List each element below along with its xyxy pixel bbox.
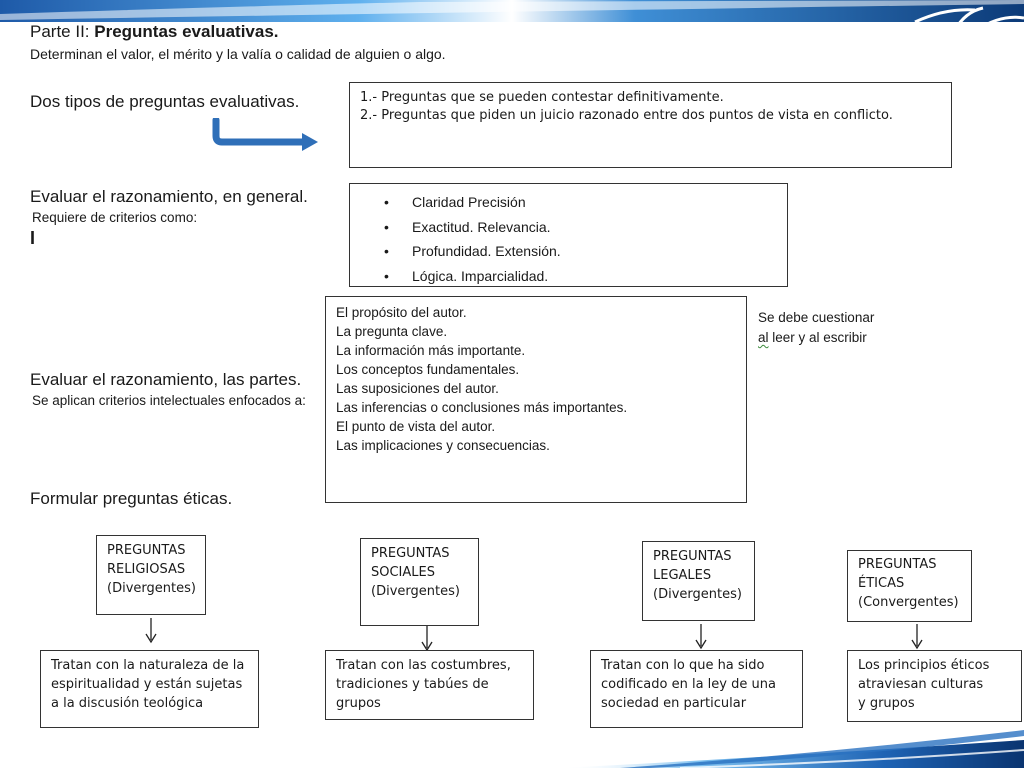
criteria-item: • Exactitud. Relevancia. [350,215,787,240]
down-arrow-icon [145,618,157,644]
type-line: RELIGIOSAS [107,562,186,577]
desc-line: atraviesan culturas [858,677,984,692]
section2-heading: Evaluar el razonamiento, en general. [30,187,308,206]
desc-line: codificado en la ley de una [601,677,776,692]
text-cursor-icon: I [30,228,36,248]
criteria-box [349,183,788,287]
evaluative-types-box [349,82,952,168]
reasoning-part: Las implicaciones y consecuencias. [336,438,550,453]
corner-swoosh-decoration [905,0,1024,40]
type-line: ÉTICAS [858,576,905,591]
section1-heading: Dos tipos de preguntas evaluativas. [30,92,300,111]
desc-line: Tratan con las costumbres, [336,658,511,673]
evaluative-type-2: 2.- Preguntas que piden un juicio razonado entre dos puntos de vista en conflicto. [360,108,893,123]
reasoning-parts-box [325,296,747,503]
type-line: (Convergentes) [858,595,959,610]
type-line: PREGUNTAS [653,549,732,564]
reasoning-part: La información más importante. [336,343,526,358]
criteria-item: • Profundidad. Extensión. [350,239,787,264]
desc-line: Los principios éticos [858,658,990,673]
desc-line: grupos [336,696,381,711]
reasoning-part: La pregunta clave. [336,324,448,339]
type-line: SOCIALES [371,565,435,580]
reasoning-part: Las suposiciones del autor. [336,381,499,396]
section3-heading: Evaluar el razonamiento, las partes. [30,370,302,389]
type-line: (Divergentes) [107,581,196,596]
question-note-line2 [758,328,874,348]
desc-box-ethical [847,650,1022,722]
page-subtitle: Determinan el valor, el mérito y la valía o calidad de alguien o algo. [30,46,446,62]
type-box-social [360,538,479,626]
type-line: (Divergentes) [371,584,460,599]
type-line: PREGUNTAS [858,557,937,572]
type-line: PREGUNTAS [371,546,450,561]
note-rest: leer y al escribir [768,330,867,345]
reasoning-part: Los conceptos fundamentales. [336,362,520,377]
section3-subheading: Se aplican criterios intelectuales enfocados a: [32,393,306,408]
down-arrow-icon [911,624,923,650]
desc-box-social [325,650,534,720]
desc-line: espiritualidad y están sujetas [51,677,243,692]
desc-box-legal [590,650,803,728]
title-bold: Preguntas evaluativas. [94,22,279,41]
question-note [758,308,874,348]
down-arrow-icon [695,624,707,650]
section2-subheading: Requiere de criterios como: [32,210,198,225]
desc-line: sociedad en particular [601,696,747,711]
reasoning-part: El punto de vista del autor. [336,419,496,434]
down-arrow-icon [421,626,433,652]
type-box-religious [96,535,206,615]
curved-arrow-icon [208,118,320,154]
reasoning-part: El propósito del autor. [336,305,467,320]
type-box-legal [642,541,755,621]
type-box-ethical [847,550,972,622]
question-note-line1: Se debe cuestionar [758,310,875,325]
criteria-item: • Lógica. Imparcialidad. [350,264,787,289]
section4-heading: Formular preguntas éticas. [30,489,233,508]
type-line: (Divergentes) [653,587,742,602]
desc-line: Tratan con lo que ha sido [601,658,765,673]
type-line: LEGALES [653,568,712,583]
top-banner-decoration [0,0,1024,22]
reasoning-part: Las inferencias o conclusiones más importantes. [336,400,628,415]
note-underlined-word: al [758,330,769,345]
desc-box-religious [40,650,259,728]
criteria-item: • Claridad Precisión [350,190,787,215]
evaluative-type-1: 1.- Preguntas que se pueden contestar definitivamente. [360,90,724,105]
desc-line: Tratan con la naturaleza de la [51,658,245,673]
title-prefix: Parte II: [30,22,95,41]
bottom-banner-decoration [560,728,1024,768]
desc-line: y grupos [858,696,915,711]
desc-line: a la discusión teológica [51,696,204,711]
type-line: PREGUNTAS [107,543,186,558]
page-title [30,22,279,42]
desc-line: tradiciones y tabúes de [336,677,489,692]
